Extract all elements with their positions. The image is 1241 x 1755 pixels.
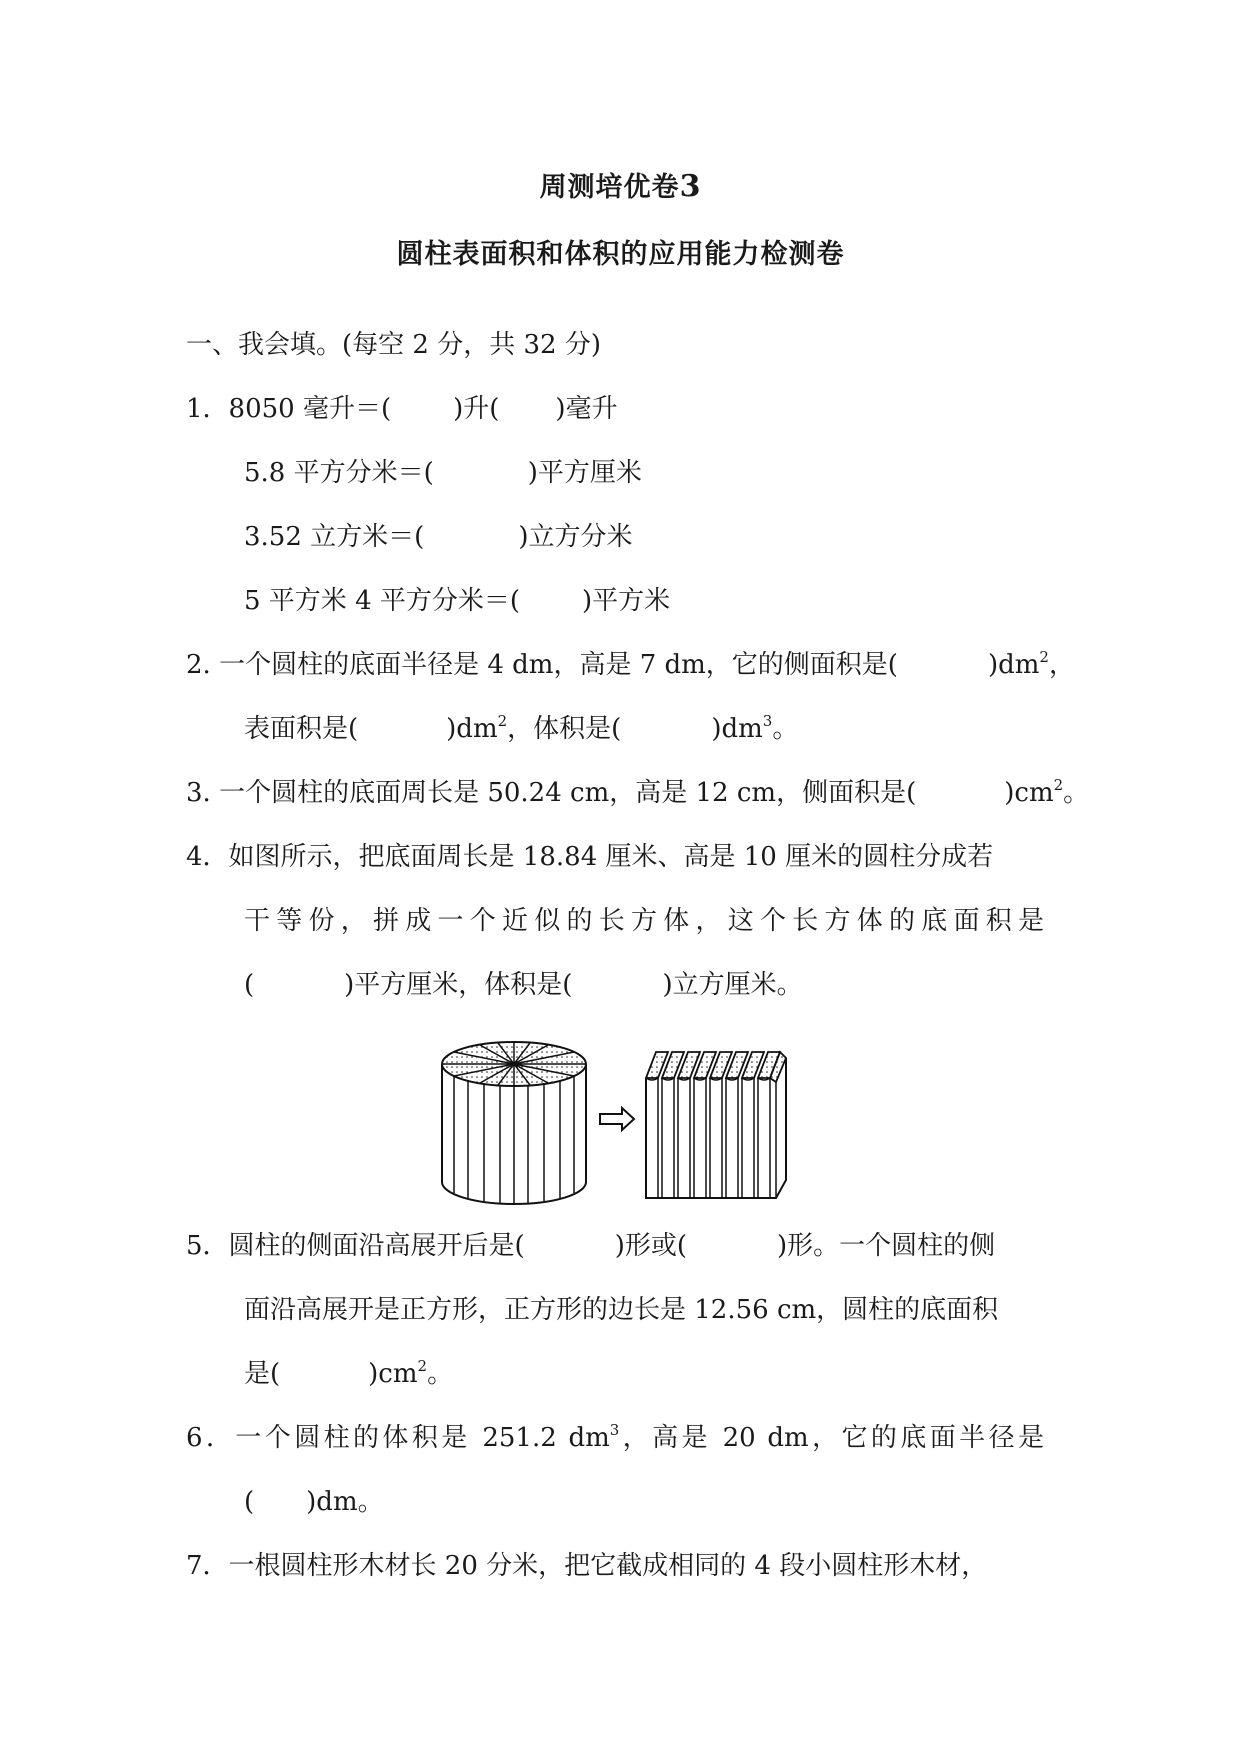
question-2-line-1: 2. 一个圆柱的底面半径是 4 dm，高是 7 dm，它的侧面积是( )$dm^2$， bbox=[186, 648, 1075, 680]
page-subtitle: 圆柱表面积和体积的应用能力检测卷 bbox=[396, 239, 845, 270]
question-4-line-2: 干等份，拼成一个近似的长方体，这个长方体的底面积是 bbox=[244, 906, 1044, 936]
question-4-line-1: 4．如图所示，把底面周长是 18.84 厘米、高是 10 厘米的圆柱分成若 bbox=[186, 842, 994, 872]
question-5-line-2: 面沿高展开是正方形，正方形的边长是 12.56 cm，圆柱的底面积 bbox=[244, 1295, 999, 1325]
question-5-line-3: 是( )$cm^2$。 bbox=[244, 1357, 454, 1389]
question-1-line-2: 5.8 平方分米＝( )平方厘米 bbox=[244, 458, 642, 488]
question-1-line-4: 5 平方米 4 平方分米＝( )平方米 bbox=[244, 586, 671, 616]
question-7-line-1: 7．一根圆柱形木材长 20 分米，把它截成相同的 4 段小圆柱形木材， bbox=[186, 1551, 988, 1581]
question-1-line-3: 3.52 立方米＝( )立方分米 bbox=[244, 522, 633, 552]
page-title: 周测培优卷3 bbox=[539, 169, 702, 204]
question-2-line-2: 表面积是( )$dm^2$，体积是( )$dm^3$。 bbox=[244, 712, 799, 744]
question-3-line-1: 3. 一个圆柱的底面周长是 50.24 cm，高是 12 cm，侧面积是( )$cm^2$。 bbox=[186, 776, 1090, 808]
cuboid-drawing bbox=[646, 1052, 786, 1198]
arrow-icon bbox=[600, 1108, 634, 1130]
cylinder-drawing bbox=[442, 1042, 586, 1204]
question-1-line-1: 1．8050 毫升＝( )升( )毫升 bbox=[186, 394, 618, 424]
question-4-line-3: ( )平方厘米，体积是( )立方厘米。 bbox=[244, 970, 803, 1000]
question-6-line-2: ( )dm。 bbox=[244, 1487, 384, 1517]
section-heading: 一、我会填。(每空 2 分，共 32 分) bbox=[186, 330, 601, 360]
question-6-line-1: 6．一个圆柱的体积是 251.2 $dm^3$，高是 20 dm，它的底面半径是 bbox=[186, 1421, 1044, 1453]
cylinder-to-cuboid-figure bbox=[440, 1030, 800, 1210]
question-5-line-1: 5．圆柱的侧面沿高展开后是( )形或( )形。一个圆柱的侧 bbox=[186, 1231, 996, 1261]
